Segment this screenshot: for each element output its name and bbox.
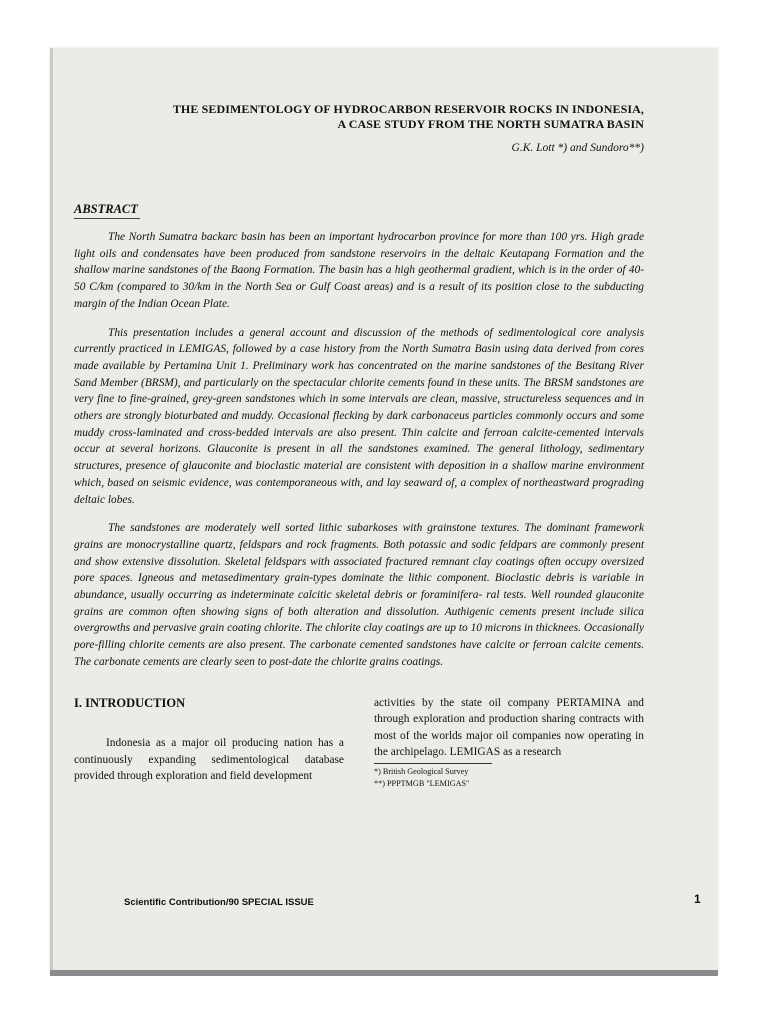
article-content (74, 50, 644, 790)
right-column (374, 695, 644, 790)
left-column (74, 695, 344, 790)
journal-footer: Scientific Contribution/90 SPECIAL ISSUE (124, 897, 314, 908)
abstract-paragraph-1: The North Sumatra backarc basin has been an important hydrocarbon province for more than 100 yrs. High grade light oils and condensates have been produced from sandstone reservoirs in the deltaic Keutapang Formation and the shallow marine sandstones of the Baong Formation. The basin has a high geothermal gradient, which is in the order of 40-50 C/km (compared to 30/km in the North Sea or Gulf Coast areas) and is a result of its position close to the subducting margin of the Indian Ocean Plate. (74, 231, 644, 310)
abstract-paragraph-2: This presentation includes a general account and discussion of the methods of sedimentological core analysis currently practiced in LEMIGAS, followed by a case history from the North Sumatra Basin using data derived from cores made available by Pertamina Unit 1. Preliminary work has concentrated on the marine sandstones of the Besitang River Sand Member (BRSM), and particularly on the spectacular chlorite cements found in these units. The BRSM sandstones are very fine to fine-grained, grey-green sandstones which in some intervals are clean, massive, structureless sequences and in others are strongly bioturbated and muddy. Occasional flecking by dark carbonaceus particles commonly occurs and some muddy cross-laminated and cross-bedded intervals are also present. Thin calcite and ferroan calcite-cemented intervals occur at several horizons. Glauconite is present in all the sandstones examined. The general lithology, sedimentary structures, presence of glauconite and bioclastic material are consistent with deposition in a shallow marine environment which, based on seismic evidence, was contemporaneous with, and lay seaward of, a complex of northeastward prograding deltaic lobes. (74, 326, 644, 506)
scanner-bottom-strip (50, 970, 718, 976)
page-number: 1 (694, 892, 701, 906)
introduction-left-paragraph: Indonesia as a major oil producing nation has a continuously expanding sedimentological database provided through exploration and field development (74, 737, 344, 783)
authors: G.K. Lott *) and Sundoro**) (511, 142, 644, 154)
footnote-2: **) PPPTMGB "LEMIGAS" (374, 778, 470, 788)
abstract-heading: ABSTRACT (74, 202, 140, 219)
body-columns (74, 695, 644, 790)
article-title (74, 102, 644, 132)
title-line-2: A CASE STUDY FROM THE NORTH SUMATRA BASIN (337, 117, 644, 131)
introduction-heading: I. INTRODUCTION (74, 695, 186, 710)
title-line-1: THE SEDIMENTOLOGY OF HYDROCARBON RESERVOIR ROCKS IN INDONESIA, (172, 102, 644, 116)
page-edge-shadow (50, 48, 53, 974)
footnotes (374, 763, 492, 790)
introduction-right-paragraph: activities by the state oil company PERTAMINA and through exploration and production sharing contracts with most of the worlds major oil companies now operating in the archipelago. LEMIGAS as a research (374, 696, 644, 759)
abstract-paragraph-3: The sandstones are moderately well sorted lithic subarkoses with grainstone textures. The dominant framework grains are monocrystalline quartz, feldspars and rock fragments. Both potassic and sodic feldpars are commonly present and show extensive dissolution. Skeletal feldspars with associated fractured remnant clay coatings often occupy oversized pore spaces. Igneous and metasedimentary grain-types dominate the lithic component. Bioclastic debris is variable in abundance, usually occurring as indeterminate calcitic skeletal debris or foraminifera- ral tests. Well rounded glauconite grains are common often showing signs of both alteration and dissolution. Authigenic cements present include silica overgrowths and pervasive grain coating chlorite. The chlorite clay coatings are up to 10 microns in thicknees. Occasionally pore-filling chlorite cements are also present. The carbonate cemented sandstones have calcite or ferroan calcite cements. The carbonate cements are clearly seen to post-date the chlorite grains coatings. (74, 522, 644, 668)
footnote-1: *) British Geological Survey (374, 766, 469, 776)
